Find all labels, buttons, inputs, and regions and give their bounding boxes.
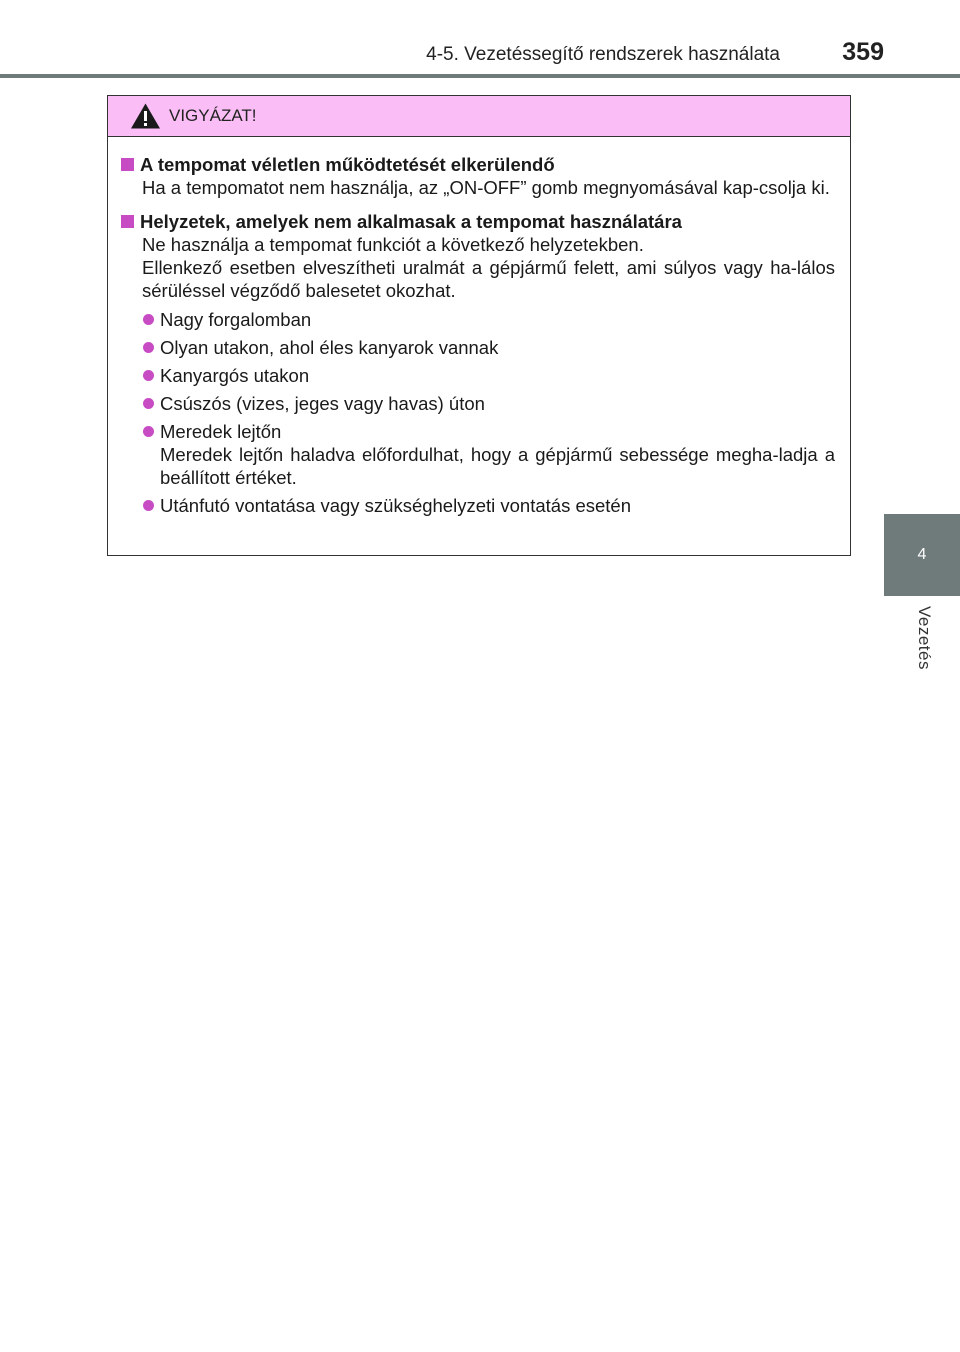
warning-section [118, 153, 835, 199]
list-item [143, 420, 835, 489]
warning-body [108, 137, 850, 517]
section-square-marker [121, 215, 134, 228]
section-heading: A tempomat véletlen működtetését elkerülendő [118, 153, 835, 176]
warning-section [118, 210, 835, 517]
bullet-dot-icon [143, 314, 154, 325]
bullet-dot-icon [143, 370, 154, 381]
warning-header [108, 96, 850, 137]
section-paragraph: Ellenkező esetben elveszítheti uralmát a gépjármű felett, ami súlyos vagy ha-lálos sérüléssel végződő balesetet okozhat. [142, 257, 835, 301]
section-heading: Helyzetek, amelyek nem alkalmasak a tempomat használatára [118, 210, 835, 233]
warning-box [107, 95, 851, 556]
section-paragraph: Ha a tempomatot nem használja, az „ON-OFF” gomb megnyomásával kap-csolja ki. [142, 177, 830, 198]
bullet-title: Meredek lejtőn [160, 421, 282, 442]
header-divider [0, 74, 960, 78]
chapter-tab-label: Vezetés [915, 606, 934, 670]
bullet-dot-icon [143, 500, 154, 511]
bullet-detail: Meredek lejtőn haladva előfordulhat, hogy a gépjármű sebessége megha-ladja a beállított értéket. [160, 444, 835, 488]
list-item: Nagy forgalomban [143, 308, 835, 331]
section-paragraph: Ne használja a tempomat funkciót a következő helyzetekben. [142, 234, 644, 255]
chapter-tab [884, 514, 960, 596]
list-item: Olyan utakon, ahol éles kanyarok vannak [143, 336, 835, 359]
chapter-title: 4-5. Vezetéssegítő rendszerek használata [426, 44, 780, 65]
warning-title: VIGYÁZAT! [169, 106, 257, 125]
list-item: Kanyargós utakon [143, 364, 835, 387]
list-item: Csúszós (vizes, jeges vagy havas) úton [143, 392, 835, 415]
bullet-dot-icon [143, 398, 154, 409]
chapter-tab-number: 4 [917, 546, 927, 563]
section-square-marker [121, 158, 134, 171]
page-number: 359 [842, 38, 884, 66]
bullet-list [143, 308, 835, 517]
warning-triangle-icon [130, 102, 161, 130]
bullet-dot-icon [143, 342, 154, 353]
bullet-dot-icon [143, 426, 154, 437]
list-item: Utánfutó vontatása vagy szükséghelyzeti vontatás esetén [143, 494, 835, 517]
